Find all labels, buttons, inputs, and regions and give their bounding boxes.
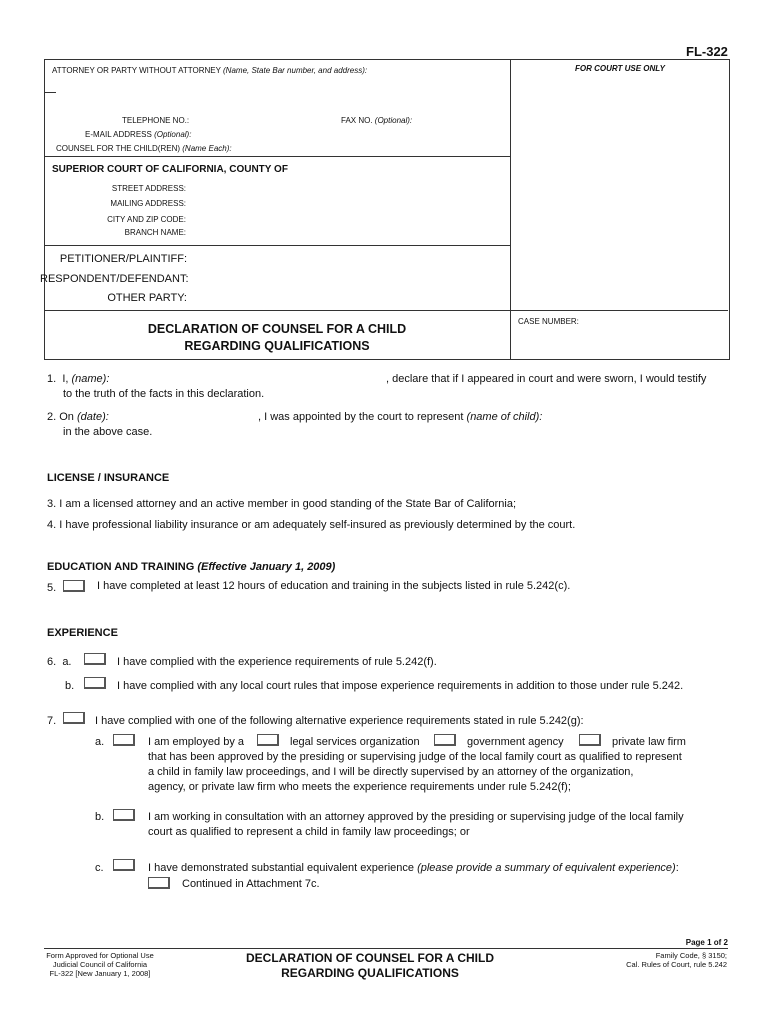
footer-right: Family Code, § 3150; Cal. Rules of Court, rule 5.242 [626, 951, 727, 969]
section-education: EDUCATION AND TRAINING (Effective January 1, 2009) [47, 561, 336, 573]
city-label: CITY AND ZIP CODE: [107, 215, 186, 224]
petitioner-label: PETITIONER/PLAINTIFF: [59, 253, 187, 265]
section-experience: EXPERIENCE [47, 627, 118, 639]
item-2-text2: in the above case. [63, 426, 153, 438]
street-label: STREET ADDRESS: [111, 184, 186, 193]
section-license: LICENSE / INSURANCE [47, 472, 170, 484]
divider [510, 59, 511, 359]
caption-box [44, 59, 730, 360]
item-7-checkbox[interactable] [63, 712, 85, 724]
item-5-checkbox[interactable] [63, 580, 85, 592]
email-label: E-MAIL ADDRESS (Optional): [85, 130, 192, 139]
item-7c-text: I have demonstrated substantial equivalent experience (please provide a summary of equivalent experience): [148, 862, 679, 874]
item-6b-label: b. [65, 680, 75, 692]
item-2-text: , I was appointed by the court to represent (name of child): [258, 411, 543, 423]
attachment-7c-label: Continued in Attachment 7c. [182, 878, 320, 890]
divider [44, 310, 728, 311]
divider [44, 92, 56, 93]
item-6b: I have complied with any local court rules that impose experience requirements in addition to those under rule 5.242. [117, 680, 684, 692]
form-number: FL-322 [686, 44, 728, 59]
court-use-label: FOR COURT USE ONLY [575, 64, 665, 73]
case-number-label: CASE NUMBER: [518, 317, 579, 326]
government-agency-label: government agency [467, 736, 564, 748]
item-6: 6. a. [47, 656, 72, 668]
attachment-7c-checkbox[interactable] [148, 877, 170, 889]
footer-title: DECLARATION OF COUNSEL FOR A CHILD REGARDING QUALIFICATIONS [246, 951, 494, 980]
respondent-label: RESPONDENT/DEFENDANT: [40, 273, 189, 285]
item-7: I have complied with one of the following alternative experience requirements stated in rule 5.242(g): [95, 715, 584, 727]
item-7c-checkbox[interactable] [113, 859, 135, 871]
divider [44, 245, 510, 246]
counsel-label: COUNSEL FOR THE CHILD(REN) (Name Each): [56, 144, 232, 153]
government-agency-checkbox[interactable] [434, 734, 456, 746]
fax-label: FAX NO. (Optional): [341, 116, 413, 125]
mailing-label: MAILING ADDRESS: [110, 199, 186, 208]
item-6a: I have complied with the experience requirements of rule 5.242(f). [117, 656, 437, 668]
item-4: 4. I have professional liability insurance or am adequately self-insured as previously determined by the court. [47, 519, 576, 531]
legal-services-checkbox[interactable] [257, 734, 279, 746]
private-law-firm-label: private law firm [612, 736, 686, 748]
item-7-num: 7. [47, 715, 57, 727]
telephone-label: TELEPHONE NO.: [122, 116, 190, 125]
attorney-label: ATTORNEY OR PARTY WITHOUT ATTORNEY (Name, State Bar number, and address): [52, 66, 368, 75]
item-7a-text: I am employed by a [148, 736, 244, 748]
divider [44, 156, 510, 157]
item-5-num: 5. [47, 582, 57, 594]
item-1: 1. I, (name): [47, 373, 110, 385]
item-7b-line1: I am working in consultation with an attorney approved by the presiding or supervising judge of the local family [148, 811, 684, 823]
item-7a-label: a. [95, 736, 105, 748]
item-5: I have completed at least 12 hours of education and training in the subjects listed in rule 5.242(c). [97, 580, 571, 592]
item-7b-label: b. [95, 811, 105, 823]
item-7a-line4: agency, or private law firm who meets the experience requirements under rule 5.242(f); [148, 781, 571, 793]
item-6b-checkbox[interactable] [84, 677, 106, 689]
item-7b-checkbox[interactable] [113, 809, 135, 821]
item-7c-label: c. [95, 862, 104, 874]
footer-rule [44, 948, 728, 949]
item-3: 3. I am a licensed attorney and an active member in good standing of the State Bar of California; [47, 498, 517, 510]
item-7b-line2: court as qualified to represent a child in family law proceedings; or [148, 826, 470, 838]
item-1-text: , declare that if I appeared in court and were sworn, I would testify [386, 373, 707, 385]
item-7a-line2: that has been approved by the presiding or supervising judge of the local family court as qualified to represent [148, 751, 682, 763]
item-7a-checkbox[interactable] [113, 734, 135, 746]
page-number: Page 1 of 2 [685, 938, 728, 947]
branch-label: BRANCH NAME: [124, 228, 186, 237]
form-title: DECLARATION OF COUNSEL FOR A CHILD REGARDING QUALIFICATIONS [147, 322, 407, 353]
footer-left: Form Approved for Optional Use Judicial Council of California FL-322 [New January 1, 2008] [46, 951, 154, 978]
other-party-label: OTHER PARTY: [107, 292, 187, 304]
court-name: SUPERIOR COURT OF CALIFORNIA, COUNTY OF [52, 164, 288, 175]
legal-services-label: legal services organization [290, 736, 420, 748]
item-6a-checkbox[interactable] [84, 653, 106, 665]
private-law-firm-checkbox[interactable] [579, 734, 601, 746]
item-7a-line3: a child in family law proceedings, and I will be directly supervised by an attorney of the organization, [148, 766, 634, 778]
item-2: 2. On (date): [47, 411, 109, 423]
item-1-text2: to the truth of the facts in this declaration. [63, 388, 265, 400]
